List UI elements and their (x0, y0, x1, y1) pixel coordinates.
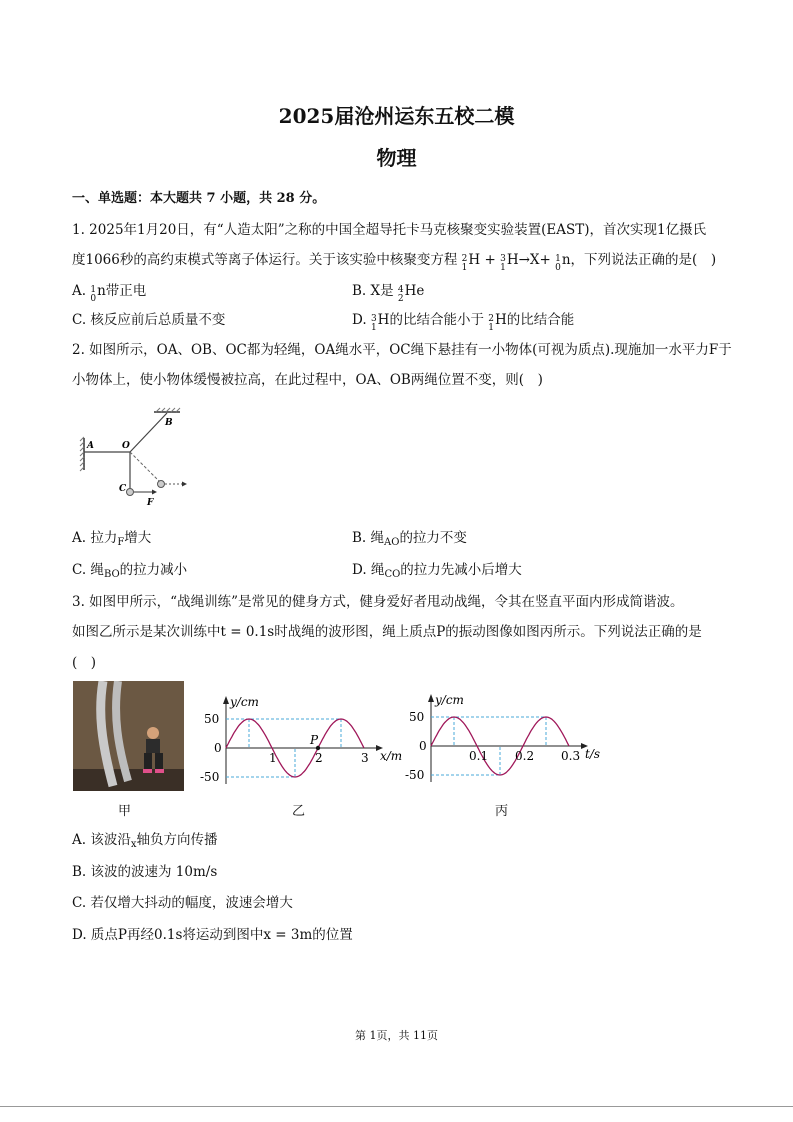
figure-label-bing: 丙 (495, 804, 509, 819)
q1-line1: 1. 2025年1月20日，有“人造太阳”之称的中国全超导托卡马克核聚变实验装置(EAST)，首次实现1亿摄氏 (72, 222, 707, 238)
section-heading: 一、单选题：本大题共 7 小题，共 28 分。 (72, 191, 326, 206)
label-b: B (165, 418, 173, 428)
battle-rope-photo (73, 681, 184, 791)
q3-option-c[interactable]: C. 若仅增大抖动的幅度，波速会增大 (72, 895, 293, 911)
label-f: F (147, 498, 154, 508)
x-tick-label: 0.1 (469, 749, 489, 763)
isotope-n: 1 0 (555, 254, 561, 273)
q3-line2: 如图乙所示是某次训练中t = 0.1s时战绳的波形图，绳上质点P的振动图像如图丙所示。下列说法正确的是 (72, 624, 702, 640)
isotope-h2: 2 1 (461, 254, 468, 273)
label-a: A (87, 441, 94, 451)
x-axis-label: x/m (380, 749, 403, 763)
y-tick-label: 50 (409, 710, 425, 724)
q3-option-b[interactable]: B. 该波的波速为 10m/s (72, 864, 218, 880)
q1-option-a[interactable]: A. 1 0 n带正电 (72, 283, 147, 304)
q3-option-d[interactable]: D. 质点P再经0.1s将运动到图中x = 3m的位置 (72, 927, 353, 943)
q3-line3: ( ) (72, 655, 97, 671)
y-tick-label: 0 (214, 741, 222, 755)
q1-option-b[interactable]: B. X是 4 2 He (352, 283, 425, 304)
x-tick-label: 3 (361, 751, 369, 765)
y-axis-label: y/cm (435, 693, 464, 707)
y-tick-label: -50 (200, 770, 220, 784)
y-tick-label: 50 (204, 712, 220, 726)
x-tick-label: 0.3 (561, 749, 581, 763)
q2-line1: 2. 如图所示，OA、OB、OC都为轻绳，OA绳水平，OC绳下悬挂有一小物体(可视为质点).现施加一水平力F于 (72, 342, 732, 358)
q1-line2-text: 度1066秒的高约束模式等离子体运行。关于该实验中核聚变方程 (72, 252, 458, 268)
y-axis-arrow (223, 696, 229, 704)
y-axis-label: y/cm (230, 695, 259, 709)
x-axis-label: t/s (585, 747, 601, 761)
q1-option-d[interactable]: D. 3 1 H的比结合能小于 2 1 H的比结合能 (352, 312, 575, 333)
q2-option-c[interactable]: C. 绳$_{BO}$的拉力减小 (72, 562, 188, 580)
figure-label-jia: 甲 (118, 804, 132, 819)
x-tick-label: 2 (315, 751, 323, 765)
q3-line1: 3. 如图甲所示，“战绳训练”是常见的健身方式，健身爱好者甩动战绳，令其在竖直平面内形成简谐波。 (72, 594, 684, 610)
wave-chart-yi (198, 690, 408, 802)
label-c: C (119, 484, 127, 494)
q1-option-c[interactable]: C. 核反应前后总质量不变 (72, 312, 226, 328)
q1-line2: 度1066秒的高约束模式等离子体运行。关于该实验中核聚变方程 2 1 H + 3 1 H→X+ 1 0 n，下列说法正确的是( ) (72, 252, 717, 273)
subject-title: 物理 (376, 146, 417, 170)
q2-option-a[interactable]: A. 拉力$_F$增大 (72, 530, 152, 548)
page-title: 2025届沧州运东五校二模 (278, 104, 515, 128)
x-tick-label: 0.2 (515, 749, 535, 763)
vibration-chart-bing (400, 688, 610, 800)
q2-line2: 小物体上，使小物体缓慢被拉高，在此过程中，OA、OB两绳位置不变，则( ) (72, 372, 543, 388)
q2-option-d[interactable]: D. 绳$_{CO}$的拉力先减小后增大 (352, 562, 522, 580)
q2-rope-figure (72, 405, 202, 510)
q2-option-b[interactable]: B. 绳$_{AO}$的拉力不变 (352, 530, 467, 548)
figure-label-yi: 乙 (292, 804, 306, 819)
x-tick-label: 1 (269, 751, 277, 765)
y-axis-arrow (428, 694, 434, 702)
q3-option-a[interactable]: A. 该波沿$_x$轴负方向传播 (72, 832, 218, 850)
page-bottom-rule (0, 1106, 793, 1107)
isotope-h3: 3 1 (500, 254, 506, 273)
y-tick-label: -50 (405, 768, 425, 782)
y-tick-label: 0 (419, 739, 427, 753)
point-p-label: P (310, 733, 319, 747)
label-o: O (122, 441, 130, 451)
page-footer: 第 1页，共 11页 (355, 1029, 438, 1042)
